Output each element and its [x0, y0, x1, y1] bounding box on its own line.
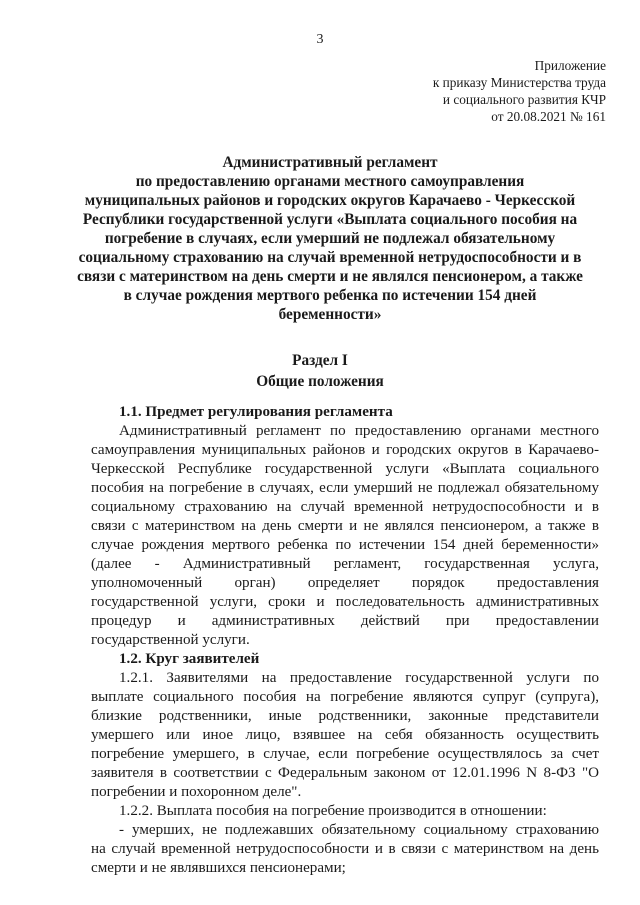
body-line: близкие родственники, иные родственники, законные представители [91, 708, 599, 724]
body-line: смерти и не являвшихся пенсионерами; [91, 860, 346, 876]
title-line: в случае рождения мертвого ребенка по истечении 154 дней [123, 287, 537, 304]
appendix-note [306, 57, 606, 125]
body-line: Административный регламент по предоставлению органами местного [119, 423, 599, 439]
body-line: погребение умершего, в случае, если погребение осуществлялось за счет [91, 746, 599, 762]
title-line: связи с материнством на день смерти и не являлся пенсионером, а также [77, 268, 583, 285]
body-line: умершего или иное лицо, взявшее на себя обязанность осуществить [91, 727, 599, 743]
appendix-line: от 20.08.2021 № 161 [491, 109, 606, 124]
body-line: государственной услуги. [91, 632, 250, 648]
page-number: 3 [316, 32, 324, 47]
body-line: процедур и административных действий при предоставлении [91, 613, 599, 629]
appendix-line: Приложение [534, 58, 606, 73]
subsection-heading: 1.2. Круг заявителей [119, 651, 260, 667]
section-name: Общие положения [256, 373, 384, 390]
document-title [60, 153, 600, 324]
title-line: беременности» [278, 306, 382, 323]
title-line: Административный регламент [222, 154, 438, 171]
body-line: случае рождения мертвого ребенка по истечении 154 дней беременности» [91, 537, 599, 553]
body-line: заявителя в соответствии с Федеральным законом от 12.01.1996 N 8-ФЗ "О [91, 765, 599, 781]
appendix-line: к приказу Министерства труда [432, 75, 606, 90]
body-line: государственной услуги, сроки и последовательность административных [91, 594, 599, 610]
subsection-heading: 1.1. Предмет регулирования регламента [119, 404, 393, 420]
body-line: погребении и похоронном деле". [91, 784, 302, 800]
body-line: Черкесской Республике государственной услуги «Выплата социального [91, 461, 599, 477]
body-line: выплате социального пособия на погребение являются супруг (супруга), [91, 689, 599, 705]
title-line: муниципальных районов и городских округов Карачаево - Черкесской [84, 192, 576, 209]
title-line: социальному страхованию на случай временной нетрудоспособности и в [78, 249, 582, 266]
body-line: связи с материнством на день смерти и не являлся пенсионером, а также в [91, 518, 599, 534]
body-line: (далее - Административный регламент, государственная услуга, [91, 556, 599, 572]
appendix-line: и социального развития КЧР [442, 92, 606, 107]
body-line: на случай временной нетрудоспособности и в связи с материнством на день [91, 841, 599, 857]
body-line: 1.2.2. Выплата пособия на погребение производится в отношении: [119, 803, 547, 819]
body-line: пособия на погребение в случаях, если умерший не подлежал обязательному [91, 480, 599, 496]
body-line: 1.2.1. Заявителями на предоставление государственной услуги по [119, 670, 599, 686]
body-line: уполномоченный орган) определяет порядок предоставления [91, 575, 599, 591]
body-text [91, 403, 599, 878]
body-line: - умерших, не подлежавших обязательному социальному страхованию [119, 822, 599, 838]
section-number: Раздел I [292, 352, 348, 369]
title-line: Республики государственной услуги «Выплата социального пособия на [82, 211, 578, 228]
title-line: по предоставлению органами местного самоуправления [135, 173, 525, 190]
body-line: самоуправления муниципальных районов и городских округов в Карачаево- [91, 442, 599, 458]
section-heading [0, 350, 640, 392]
body-line: социальному страхованию на случай временной нетрудоспособности и в [91, 499, 599, 515]
title-line: погребение в случаях, если умерший не подлежал обязательному [104, 230, 556, 247]
